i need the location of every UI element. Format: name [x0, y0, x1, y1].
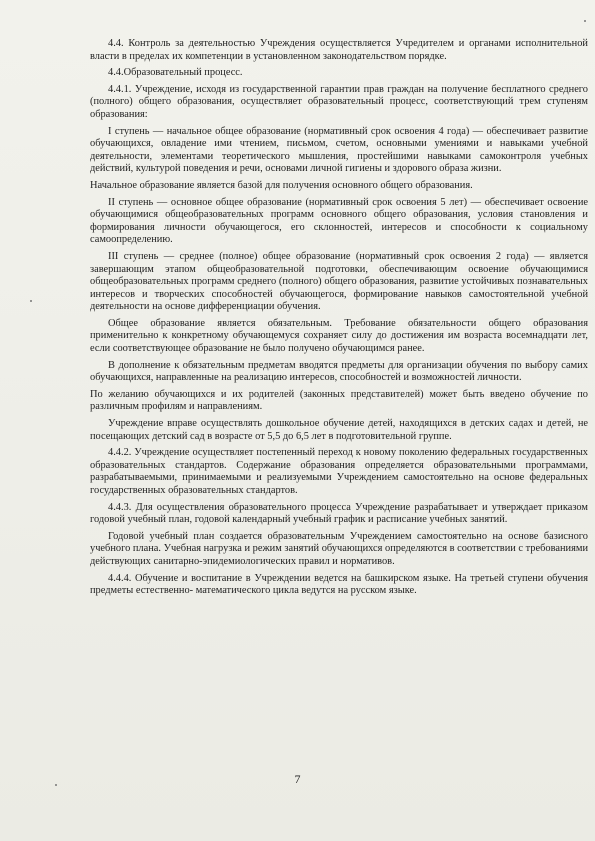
paragraph-annual-plan: Годовой учебный план создается образовательным Учреждением самостоятельно на основе базисного учебного плана. Учебная нагрузка и режим занятий обучающихся определяются в соответствии с требованиями действующих санитарно-эпидемиологических правил и нормативов. [90, 530, 589, 567]
scan-speck [30, 300, 32, 302]
paragraph-compulsory-education: Общее образование является обязательным. Требование обязательности общего образования применительно к конкретному обучающемуся сохраняет силу до достижения им возраста восемнадцати лет, если соответствующее образование не было получено обучающимся ранее. [90, 317, 588, 355]
paragraph-4-4-2: 4.4.2. Учреждение осуществляет постепенный переход к новому поколению федеральных государственных образовательных стандартов. Содержание образования определяется образовательными программами, разрабатываемыми, принимаемыми и реализуемыми Учреждением самостоятельно на основе федеральных государственных образовательных стандартов. [90, 447, 588, 496]
paragraph-profiles: По желанию обучающихся и их родителей (законных представителей) может быть введено обучение по различным профилям и направлениям. [90, 388, 588, 413]
paragraph-stage-1: I ступень — начальное общее образование (нормативный срок освоения 4 года) — обеспечивает развитие обучающихся, овладение ими чтением, письмом, счетом, основными умениями и навыками учебной деятельности, элементами теоретического мышления, простейшими навыками самоконтроля учебных действий, культурой поведения и речи, основами личной гигиены и здорового образа жизни. [90, 125, 588, 175]
paragraph-4-4-4: 4.4.4. Обучение и воспитание в Учреждении ведется на башкирском языке. На третьей ступени обучения предметы естественно- математического цикла ведутся на русском языке. [90, 572, 588, 597]
paragraph-primary-base: Начальное образование является базой для получения основного общего образования. [90, 179, 473, 191]
scan-speck [55, 784, 57, 786]
paragraph-4-4-3: 4.4.3. Для осуществления образовательного процесса Учреждение разрабатывает и утверждает приказом годовой учебный план, годовой календарный учебный график и расписание учебных занятий. [90, 501, 588, 526]
section-heading-educational-process: 4.4.Образовательный процесс. [108, 67, 243, 79]
paragraph-stage-2: II ступень — основное общее образование (нормативный срок освоения 5 лет) — обеспечивает освоение обучающимися общеобразовательных программ основного общего образования, условия становления и формирования личности обучающегося, его склонностей, интересов и способности к социальному самоопределению. [90, 196, 588, 246]
paragraph-4-4-control: 4.4. Контроль за деятельностью Учреждения осуществляется Учредителем и органами исполнительной власти в пределах их компетенции в установленном законодательством порядке. [90, 38, 588, 62]
paragraph-preschool: Учреждение вправе осуществлять дошкольное обучение детей, находящихся в детских садах и детей, не посещающих детский сад в возрасте от 5,5 до 6,5 лет в подготовительной группе. [90, 418, 588, 442]
paragraph-elective-subjects: В дополнение к обязательным предметам вводятся предметы для организации обучения по выбору самих обучающихся, направленные на реализацию интересов, способностей и возможностей личности. [90, 359, 588, 384]
scan-speck [584, 20, 586, 22]
page-number: 7 [294, 772, 301, 786]
page-body [90, 38, 588, 602]
paragraph-4-4-1: 4.4.1. Учреждение, исходя из государственной гарантии прав граждан на получение бесплатного среднего (полного) общего образования, осуществляет образовательный процесс, соответствующий трем ступеням образования: [90, 83, 588, 120]
paragraph-stage-3: III ступень — среднее (полное) общее образование (нормативный срок освоения 2 года) — является завершающим этапом общеобразовательной подготовки, обеспечивающим освоение обучающимися общеобразовательных программ среднего (полного) общего образования, развитие устойчивых познавательных интересов и творческих способностей обучающегося, формирование навыков самостоятельной учебной деятельности на основе дифференциации обучения. [90, 250, 588, 313]
